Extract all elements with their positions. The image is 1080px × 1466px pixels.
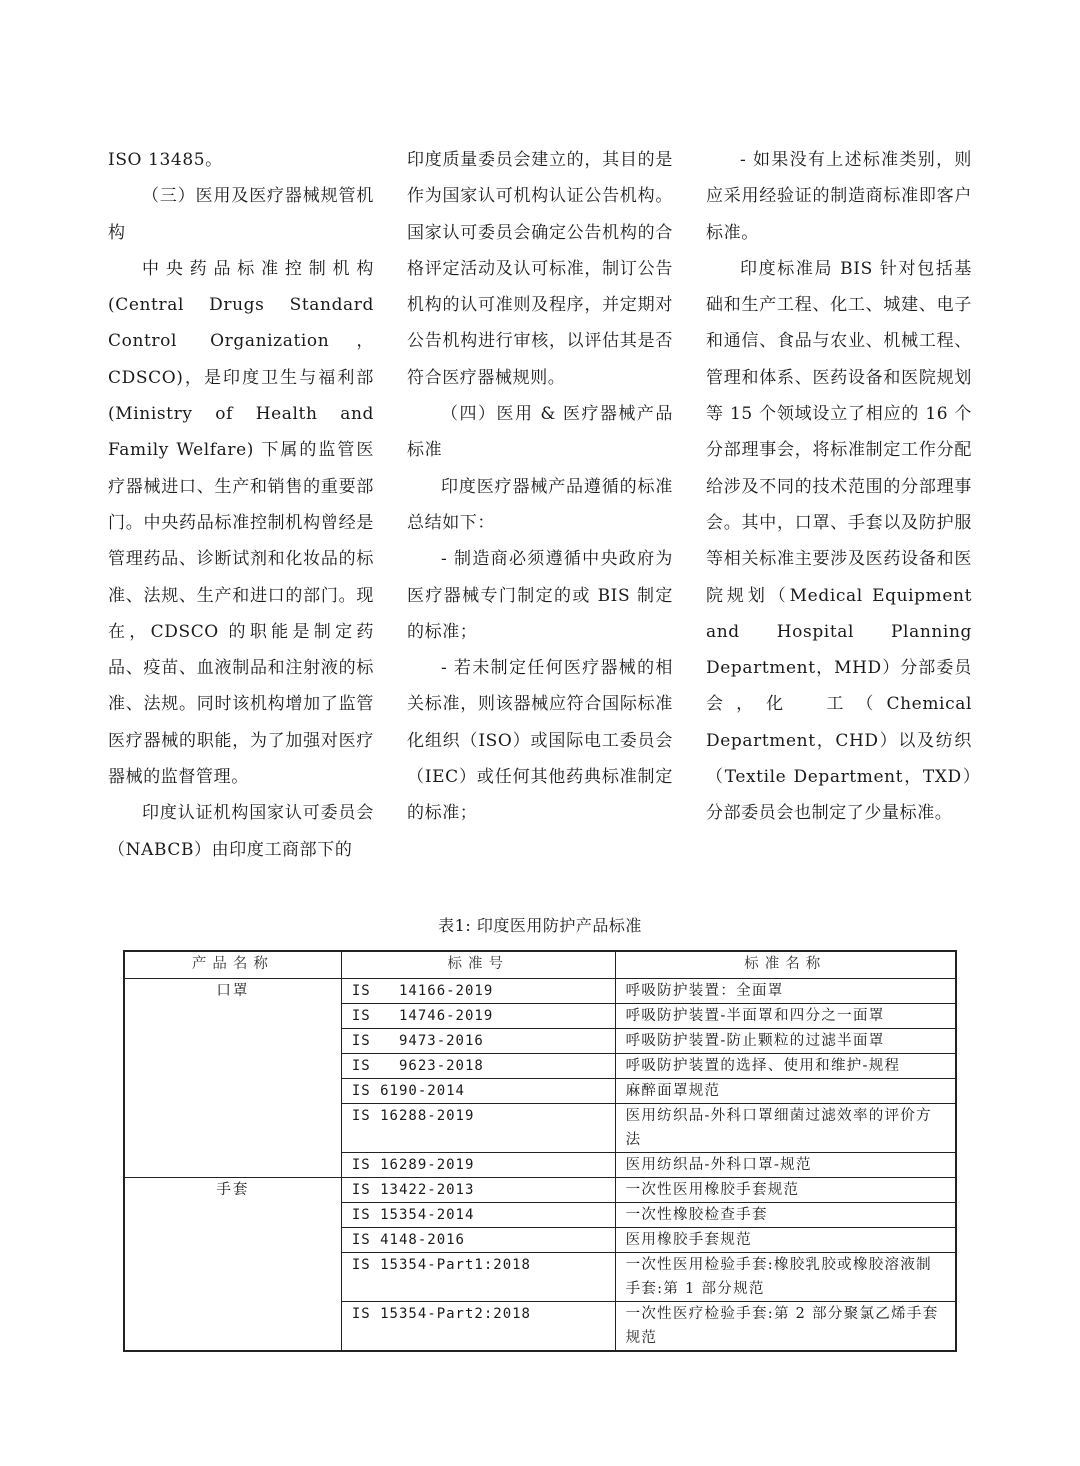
paragraph: 印度认证机构国家认可委员会（NABCB）由印度工商部下的 [108, 803, 374, 860]
header-standard-number: 标准号 [341, 951, 615, 979]
text-column-1 [108, 142, 374, 868]
standards-table [123, 950, 957, 1352]
paragraph: - 制造商必须遵循中央政府为医疗器械专门制定的或 BIS 制定的标准； [407, 549, 673, 642]
standard-name-cell: 一次性橡胶检查手套 [615, 1203, 956, 1228]
paragraph: ISO 13485。 [108, 150, 223, 170]
paragraph: 中央药品标准控制机构(Central Drugs Standard Control Organization，CDSCO)，是印度卫生与福利部 (Ministry of Health and Family Welfare) 下属的监管医疗器械进口、生产和销售的重要部门。中央药品标准控制机构曾经是管理药品、诊断试剂和化妆品的标准、法规、生产和进口的部门。现在，CDSCO 的职能是制定药品、疫苗、血液制品和注射液的标准、法规。同时该机构增加了监管医疗器械的职能，为了加强对医疗器械的监督管理。 [108, 258, 374, 788]
paragraph: （三）医用及医疗器械规管机构 [108, 186, 374, 243]
standard-number-cell: IS 14746-2019 [341, 1004, 615, 1029]
paragraph: - 如果没有上述标准类别，则应采用经验证的制造商标准即客户标准。 [706, 150, 972, 243]
standard-number-cell: IS 9473-2016 [341, 1029, 615, 1054]
paragraph: 印度标准局 BIS 针对包括基础和生产工程、化工、城建、电子和通信、食品与农业、机械工程、管理和体系、医药设备和医院规划等 15 个领域设立了相应的 16 个分部理事会，将标准制定工作分配给涉及不同的技术范围的分部理事会。其中，口罩、手套以及防护服等相关标准主要涉及医药设备和医院规划（Medical Equipment and Hospital Planning Department，MHD）分部委员会，化 工（Chemical Department，CHD）以及纺织（Textile Department，TXD）分部委员会也制定了少量标准。 [706, 258, 972, 824]
table-caption: 表1: 印度医用防护产品标准 [438, 916, 642, 935]
standard-name-cell: 一次性医疗检验手套:第 2 部分聚氯乙烯手套规范 [615, 1302, 956, 1352]
standard-number-cell: IS 13422-2013 [341, 1178, 615, 1203]
paragraph: 印度医疗器械产品遵循的标准总结如下： [407, 476, 673, 533]
standard-number-cell: IS 9623-2018 [341, 1054, 615, 1079]
text-column-2 [407, 142, 673, 832]
text-column-3 [706, 142, 972, 832]
standard-number-cell: IS 14166-2019 [341, 979, 615, 1004]
standard-number-cell: IS 16288-2019 [341, 1104, 615, 1153]
standard-name-cell: 医用纺织品-外科口罩-规范 [615, 1153, 956, 1178]
standard-name-cell: 呼吸防护装置的选择、使用和维护-规程 [615, 1054, 956, 1079]
standard-name-cell: 医用纺织品-外科口罩细菌过滤效率的评价方法 [615, 1104, 956, 1153]
standard-name-cell: 医用橡胶手套规范 [615, 1228, 956, 1253]
header-standard-name: 标准名称 [615, 951, 956, 979]
paragraph: - 若未制定任何医疗器械的相关标准，则该器械应符合国际标准化组织（ISO）或国际电工委员会（IEC）或任何其他药典标准制定的标准； [407, 658, 673, 824]
table-row [124, 979, 956, 1004]
standard-number-cell: IS 16289-2019 [341, 1153, 615, 1178]
table-header-row [124, 951, 956, 979]
table-row [124, 1178, 956, 1203]
standard-name-cell: 一次性医用橡胶手套规范 [615, 1178, 956, 1203]
paragraph: （四）医用 & 医疗器械产品标准 [407, 404, 673, 461]
standard-name-cell: 呼吸防护装置-防止颗粒的过滤半面罩 [615, 1029, 956, 1054]
paragraph: 印度质量委员会建立的，其目的是作为国家认可机构认证公告机构。国家认可委员会确定公告机构的合格评定活动及认可标准，制订公告机构的认可准则及程序，并定期对公告机构进行审核，以评估其是否符合医疗器械规则。 [407, 150, 673, 388]
standard-name-cell: 麻醉面罩规范 [615, 1079, 956, 1104]
standard-number-cell: IS 15354-Part1:2018 [341, 1253, 615, 1302]
product-name-cell: 手套 [124, 1178, 341, 1352]
standard-name-cell: 呼吸防护装置-半面罩和四分之一面罩 [615, 1004, 956, 1029]
standard-name-cell: 呼吸防护装置：全面罩 [615, 979, 956, 1004]
standard-number-cell: IS 6190-2014 [341, 1079, 615, 1104]
standard-name-cell: 一次性医用检验手套:橡胶乳胶或橡胶溶液制手套:第 1 部分规范 [615, 1253, 956, 1302]
standard-number-cell: IS 15354-Part2:2018 [341, 1302, 615, 1352]
standard-number-cell: IS 4148-2016 [341, 1228, 615, 1253]
standard-number-cell: IS 15354-2014 [341, 1203, 615, 1228]
product-name-cell: 口罩 [124, 979, 341, 1178]
header-product-name: 产品名称 [124, 951, 341, 979]
